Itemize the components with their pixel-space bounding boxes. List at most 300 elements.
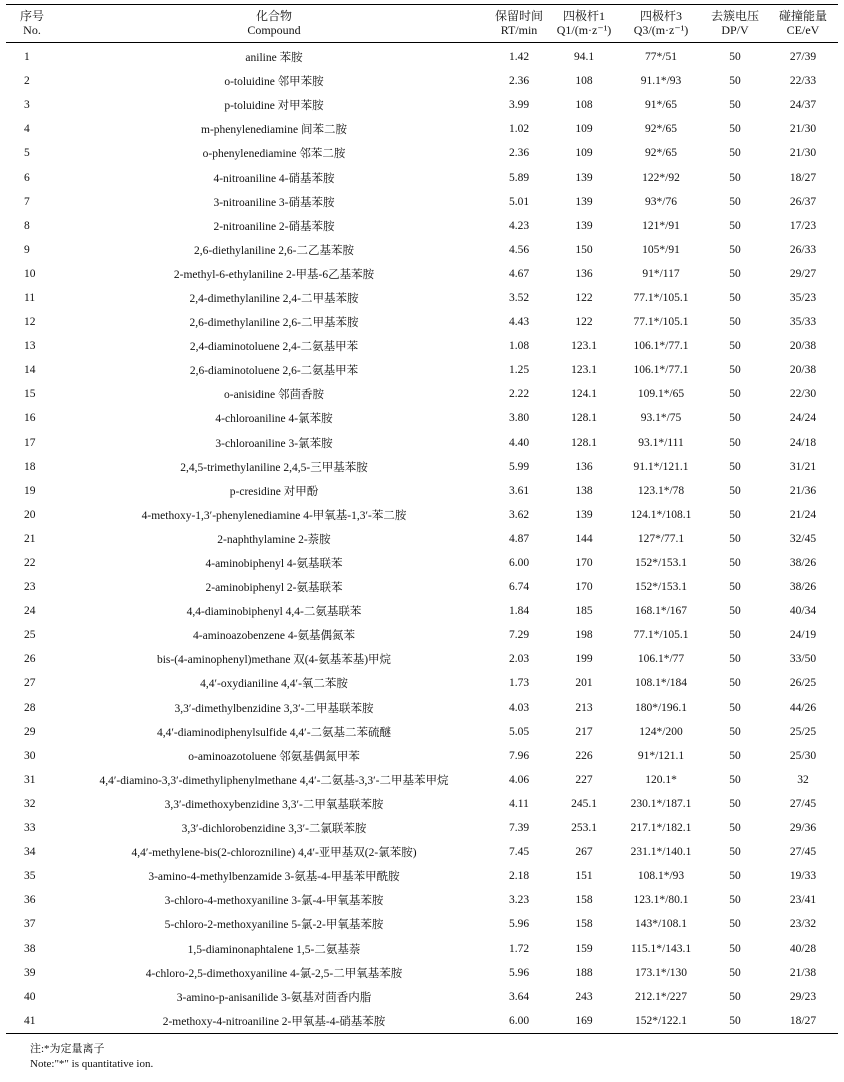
cell-ce: 25/30 xyxy=(789,749,817,762)
cell-compound: 4-chloro-2,5-dimethoxyaniline 4-氯-2,5-二甲氧基苯胺 xyxy=(145,967,403,980)
table-row xyxy=(6,238,838,262)
cell-no: 35 xyxy=(24,870,36,883)
table-notes xyxy=(30,1042,153,1072)
cell-no: 26 xyxy=(24,653,36,666)
cell-ce: 20/38 xyxy=(789,340,817,353)
header-rt-en: RT/min xyxy=(500,23,538,37)
cell-no: 7 xyxy=(24,195,30,208)
cell-compound: 4-chloroaniline 4-氯苯胺 xyxy=(215,413,333,426)
cell-ce: 18/27 xyxy=(789,171,817,184)
compound-table xyxy=(6,4,838,1034)
cell-compound: 2-methoxy-4-nitroaniline 2-甲氧基-4-硝基苯胺 xyxy=(162,1015,386,1028)
header-dp xyxy=(702,5,768,43)
cell-q1: 128.1 xyxy=(571,412,597,425)
cell-no: 22 xyxy=(24,557,36,570)
cell-compound: o-phenylenediamine 邻苯二胺 xyxy=(202,148,346,161)
cell-q1: 227 xyxy=(575,773,593,786)
cell-q1: 243 xyxy=(575,990,593,1003)
cell-compound: 4,4′-methylene-bis(2-chlorozniline) 4,4′-亚甲基双(2-氯苯胺) xyxy=(131,847,417,860)
cell-q3: 91.1*/121.1 xyxy=(633,460,689,473)
cell-q1: 109 xyxy=(575,147,593,160)
cell-compound: 5-chloro-2-methoxyaniline 5-氯-2-甲氧基苯胺 xyxy=(164,919,384,932)
cell-no: 12 xyxy=(24,316,36,329)
table-body xyxy=(6,43,838,1034)
table-row xyxy=(6,888,838,912)
cell-compound: 4,4′-diaminodiphenylsulfide 4,4′-二氨基二苯硫醚 xyxy=(156,726,392,739)
cell-q3: 173.1*/130 xyxy=(634,966,688,979)
cell-dp: 50 xyxy=(729,484,741,497)
cell-ce: 38/26 xyxy=(789,557,817,570)
cell-q1: 226 xyxy=(575,749,593,762)
cell-rt: 7.96 xyxy=(508,749,530,762)
cell-dp: 50 xyxy=(729,219,741,232)
cell-dp: 50 xyxy=(729,966,741,979)
cell-rt: 4.56 xyxy=(508,243,530,256)
cell-compound: 3-amino-p-anisanilide 3-氨基对茴香内脂 xyxy=(176,991,372,1004)
cell-rt: 4.11 xyxy=(509,797,529,810)
cell-q1: 150 xyxy=(575,243,593,256)
cell-dp: 50 xyxy=(729,581,741,594)
cell-rt: 6.00 xyxy=(508,1014,530,1027)
cell-q3: 108.1*/184 xyxy=(634,677,688,690)
cell-q1: 124.1 xyxy=(571,388,597,401)
cell-q3: 231.1*/140.1 xyxy=(630,846,692,859)
cell-compound: p-cresidine 对甲酚 xyxy=(229,485,319,498)
cell-q1: 94.1 xyxy=(573,51,595,64)
cell-compound: 3,3′-dichlorobenzidine 3,3′-二氯联苯胺 xyxy=(181,823,367,836)
cell-q3: 230.1*/187.1 xyxy=(630,797,692,810)
cell-compound: 3-nitroaniline 3-硝基苯胺 xyxy=(213,196,335,209)
cell-no: 19 xyxy=(24,484,36,497)
cell-q3: 92*/65 xyxy=(645,147,677,160)
cell-q1: 139 xyxy=(575,508,593,521)
cell-q1: 267 xyxy=(575,846,593,859)
cell-no: 15 xyxy=(24,388,36,401)
cell-dp: 50 xyxy=(729,436,741,449)
cell-q3: 152*/122.1 xyxy=(634,1014,688,1027)
cell-q1: 217 xyxy=(575,725,593,738)
cell-ce: 21/38 xyxy=(789,966,817,979)
cell-ce: 24/37 xyxy=(789,99,817,112)
cell-rt: 1.73 xyxy=(508,677,530,690)
cell-no: 32 xyxy=(24,797,36,810)
cell-no: 6 xyxy=(24,171,30,184)
table-row xyxy=(6,696,838,720)
cell-compound: 3,3′-dimethoxybenzidine 3,3′-二甲氧基联苯胺 xyxy=(164,798,384,811)
cell-compound: m-phenylenediamine 间苯二胺 xyxy=(201,124,347,137)
cell-q3: 212.1*/227 xyxy=(634,990,688,1003)
cell-rt: 3.52 xyxy=(508,291,530,304)
table-row xyxy=(6,406,838,430)
cell-ce: 22/33 xyxy=(789,75,817,88)
cell-no: 41 xyxy=(24,1014,36,1027)
cell-no: 10 xyxy=(24,267,36,280)
cell-rt: 2.18 xyxy=(508,870,530,883)
cell-rt: 4.40 xyxy=(508,436,530,449)
table-row xyxy=(6,864,838,888)
cell-q1: 201 xyxy=(575,677,593,690)
cell-q3: 77*/51 xyxy=(645,51,677,64)
cell-rt: 2.03 xyxy=(508,653,530,666)
header-compound xyxy=(58,5,490,43)
table-row xyxy=(6,262,838,286)
cell-dp: 50 xyxy=(729,412,741,425)
cell-rt: 5.96 xyxy=(508,966,530,979)
cell-ce: 18/27 xyxy=(789,1014,817,1027)
table-row xyxy=(6,599,838,623)
cell-rt: 1.08 xyxy=(508,340,530,353)
cell-rt: 1.25 xyxy=(508,364,530,377)
header-ce xyxy=(768,5,838,43)
cell-compound: 4-aminobiphenyl 4-氨基联苯 xyxy=(205,558,343,571)
cell-no: 40 xyxy=(24,990,36,1003)
header-q3-zh: 四极杆3 xyxy=(639,9,682,23)
cell-dp: 50 xyxy=(729,460,741,473)
cell-rt: 7.39 xyxy=(508,822,530,835)
cell-q1: 138 xyxy=(575,484,593,497)
cell-ce: 40/34 xyxy=(789,605,817,618)
cell-compound: 2,4,5-trimethylaniline 2,4,5-三甲基苯胺 xyxy=(180,461,368,474)
cell-dp: 50 xyxy=(729,749,741,762)
cell-compound: 4,4′-oxydianiline 4,4′-氧二苯胺 xyxy=(200,678,348,691)
cell-rt: 1.02 xyxy=(508,123,530,136)
table-row xyxy=(6,431,838,455)
cell-ce: 29/23 xyxy=(789,990,817,1003)
cell-no: 24 xyxy=(24,605,36,618)
cell-compound: 2-methyl-6-ethylaniline 2-甲基-6乙基苯胺 xyxy=(173,268,375,281)
cell-ce: 21/30 xyxy=(789,147,817,160)
cell-compound: 3-amino-4-methylbenzamide 3-氨基-4-甲基苯甲酰胺 xyxy=(148,871,400,884)
header-no xyxy=(6,5,58,43)
cell-q3: 152*/153.1 xyxy=(634,557,688,570)
cell-compound: 2,6-dimethylaniline 2,6-二甲基苯胺 xyxy=(189,317,359,330)
table-row xyxy=(6,455,838,479)
cell-dp: 50 xyxy=(729,99,741,112)
cell-rt: 3.23 xyxy=(508,894,530,907)
cell-compound: 4-aminoazobenzene 4-氨基偶氮苯 xyxy=(193,630,355,643)
cell-q1: 151 xyxy=(575,870,593,883)
cell-rt: 1.42 xyxy=(508,51,530,64)
cell-q1: 144 xyxy=(575,532,593,545)
cell-q1: 213 xyxy=(575,701,593,714)
cell-ce: 26/33 xyxy=(789,243,817,256)
cell-no: 28 xyxy=(24,701,36,714)
cell-dp: 50 xyxy=(729,267,741,280)
cell-q3: 91*/117 xyxy=(642,267,680,280)
cell-compound: 2-nitroaniline 2-硝基苯胺 xyxy=(213,220,335,233)
cell-no: 31 xyxy=(24,773,36,786)
cell-rt: 7.45 xyxy=(508,846,530,859)
header-rt-zh: 保留时间 xyxy=(494,9,543,23)
cell-q3: 93*/76 xyxy=(645,195,677,208)
cell-rt: 4.43 xyxy=(508,316,530,329)
cell-ce: 21/24 xyxy=(789,508,817,521)
cell-dp: 50 xyxy=(729,918,741,931)
cell-q1: 136 xyxy=(575,460,593,473)
cell-rt: 5.05 xyxy=(508,725,530,738)
cell-q3: 93.1*/111 xyxy=(638,436,684,449)
table-row xyxy=(6,551,838,575)
cell-ce: 32/45 xyxy=(789,532,817,545)
cell-q1: 136 xyxy=(575,267,593,280)
cell-ce: 29/36 xyxy=(789,822,817,835)
cell-q1: 139 xyxy=(575,171,593,184)
cell-q1: 253.1 xyxy=(571,822,597,835)
cell-dp: 50 xyxy=(729,508,741,521)
cell-no: 16 xyxy=(24,412,36,425)
cell-rt: 3.64 xyxy=(508,990,530,1003)
cell-q3: 115.1*/143.1 xyxy=(630,942,692,955)
cell-no: 27 xyxy=(24,677,36,690)
cell-dp: 50 xyxy=(729,557,741,570)
cell-q3: 124*/200 xyxy=(639,725,683,738)
cell-no: 29 xyxy=(24,725,36,738)
cell-dp: 50 xyxy=(729,340,741,353)
header-no-en: No. xyxy=(23,23,41,37)
cell-rt: 5.99 xyxy=(508,460,530,473)
cell-ce: 27/45 xyxy=(789,797,817,810)
table-row xyxy=(6,382,838,406)
cell-compound: 3-chloro-4-methoxyaniline 3-氯-4-甲氧基苯胺 xyxy=(164,895,384,908)
cell-ce: 27/45 xyxy=(789,846,817,859)
cell-ce: 24/18 xyxy=(789,436,817,449)
cell-rt: 2.36 xyxy=(508,147,530,160)
cell-dp: 50 xyxy=(729,171,741,184)
cell-no: 18 xyxy=(24,460,36,473)
cell-no: 36 xyxy=(24,894,36,907)
table-row xyxy=(6,936,838,960)
cell-q3: 127*/77.1 xyxy=(637,532,685,545)
cell-dp: 50 xyxy=(729,195,741,208)
cell-q3: 105*/91 xyxy=(642,243,680,256)
cell-ce: 23/41 xyxy=(789,894,817,907)
table-row xyxy=(6,575,838,599)
table-row xyxy=(6,768,838,792)
cell-no: 5 xyxy=(24,147,30,160)
cell-compound: 4,4′-diamino-3,3′-dimethyliphenylmethane 4,4′-二氨基-3,3′-二甲基苯甲烷 xyxy=(99,774,449,787)
cell-q1: 170 xyxy=(575,581,593,594)
cell-rt: 5.89 xyxy=(508,171,530,184)
cell-ce: 26/37 xyxy=(789,195,817,208)
cell-ce: 26/25 xyxy=(789,677,817,690)
cell-compound: 2,6-diaminotoluene 2,6-二氨基甲苯 xyxy=(189,365,359,378)
cell-no: 9 xyxy=(24,243,30,256)
cell-rt: 2.22 xyxy=(508,388,530,401)
cell-compound: 2,6-diethylaniline 2,6-二乙基苯胺 xyxy=(193,244,355,257)
cell-q3: 123.1*/78 xyxy=(637,484,685,497)
cell-no: 14 xyxy=(24,364,36,377)
cell-rt: 2.36 xyxy=(508,75,530,88)
header-row xyxy=(6,5,838,43)
cell-q3: 143*/108.1 xyxy=(634,918,688,931)
cell-no: 11 xyxy=(24,291,36,304)
cell-dp: 50 xyxy=(729,797,741,810)
table-row xyxy=(6,792,838,816)
header-no-zh: 序号 xyxy=(19,9,44,23)
cell-compound: p-toluidine 对甲苯胺 xyxy=(224,100,324,113)
cell-dp: 50 xyxy=(729,388,741,401)
cell-q1: 159 xyxy=(575,942,593,955)
cell-dp: 50 xyxy=(729,870,741,883)
cell-compound: o-toluidine 邻甲苯胺 xyxy=(224,76,324,89)
cell-q1: 109 xyxy=(575,123,593,136)
cell-dp: 50 xyxy=(729,701,741,714)
cell-compound: 2-naphthylamine 2-萘胺 xyxy=(217,533,331,546)
cell-no: 4 xyxy=(24,123,30,136)
cell-dp: 50 xyxy=(729,894,741,907)
cell-compound: 4,4-diaminobiphenyl 4,4-二氨基联苯 xyxy=(186,606,362,619)
table-row xyxy=(6,527,838,551)
cell-no: 23 xyxy=(24,581,36,594)
cell-ce: 31/21 xyxy=(789,460,817,473)
cell-rt: 7.29 xyxy=(508,629,530,642)
cell-ce: 29/27 xyxy=(789,267,817,280)
table-row xyxy=(6,623,838,647)
cell-dp: 50 xyxy=(729,990,741,1003)
cell-compound: 1,5-diaminonaphtalene 1,5-二氨基萘 xyxy=(187,943,361,956)
cell-q3: 109.1*/65 xyxy=(637,388,685,401)
cell-ce: 38/26 xyxy=(789,581,817,594)
cell-no: 13 xyxy=(24,340,36,353)
cell-q1: 158 xyxy=(575,894,593,907)
cell-dp: 50 xyxy=(729,629,741,642)
cell-no: 2 xyxy=(24,75,30,88)
cell-q1: 122 xyxy=(575,291,593,304)
cell-compound: 4-methoxy-1,3′-phenylenediamine 4-甲氧基-1,3′-苯二胺 xyxy=(141,509,407,522)
cell-ce: 44/26 xyxy=(789,701,817,714)
table-row xyxy=(6,334,838,358)
cell-compound: bis-(4-aminophenyl)methane 双(4-氨基苯基)甲烷 xyxy=(156,654,392,667)
header-q3-en: Q3/(m·z⁻¹) xyxy=(633,23,689,37)
table-row xyxy=(6,479,838,503)
cell-compound: 2,4-diaminotoluene 2,4-二氨基甲苯 xyxy=(189,341,359,354)
cell-no: 20 xyxy=(24,508,36,521)
cell-ce: 33/50 xyxy=(789,653,817,666)
cell-dp: 50 xyxy=(729,677,741,690)
table-row xyxy=(6,1009,838,1034)
cell-no: 37 xyxy=(24,918,36,931)
cell-q1: 169 xyxy=(575,1014,593,1027)
cell-ce: 22/30 xyxy=(789,388,817,401)
table-row xyxy=(6,286,838,310)
cell-ce: 35/23 xyxy=(789,291,817,304)
cell-q1: 122 xyxy=(575,316,593,329)
cell-ce: 20/38 xyxy=(789,364,817,377)
cell-rt: 6.74 xyxy=(508,581,530,594)
cell-dp: 50 xyxy=(729,725,741,738)
cell-q3: 77.1*/105.1 xyxy=(633,316,689,329)
table-row xyxy=(6,744,838,768)
cell-q3: 106.1*/77 xyxy=(637,653,685,666)
cell-q3: 91*/121.1 xyxy=(637,749,685,762)
cell-rt: 4.87 xyxy=(508,532,530,545)
table-row xyxy=(6,310,838,334)
cell-ce: 21/36 xyxy=(789,484,817,497)
cell-rt: 1.84 xyxy=(508,605,530,618)
cell-q3: 217.1*/182.1 xyxy=(630,822,692,835)
table-row xyxy=(6,671,838,695)
table-row xyxy=(6,141,838,165)
cell-q3: 123.1*/80.1 xyxy=(633,894,689,907)
cell-compound: 2-aminobiphenyl 2-氨基联苯 xyxy=(205,582,343,595)
cell-dp: 50 xyxy=(729,75,741,88)
cell-compound: 2,4-dimethylaniline 2,4-二甲基苯胺 xyxy=(189,292,359,305)
cell-q3: 108.1*/93 xyxy=(637,870,685,883)
cell-q3: 180*/196.1 xyxy=(634,701,688,714)
cell-q1: 188 xyxy=(575,966,593,979)
cell-rt: 3.62 xyxy=(508,508,530,521)
header-rt xyxy=(490,5,548,43)
cell-q3: 152*/153.1 xyxy=(634,581,688,594)
cell-no: 3 xyxy=(24,99,30,112)
cell-rt: 5.01 xyxy=(508,195,530,208)
table-row xyxy=(6,720,838,744)
cell-compound: 3,3′-dimethylbenzidine 3,3′-二甲基联苯胺 xyxy=(174,702,374,715)
cell-q3: 91.1*/93 xyxy=(640,75,682,88)
cell-no: 38 xyxy=(24,942,36,955)
cell-dp: 50 xyxy=(729,147,741,160)
cell-dp: 50 xyxy=(729,846,741,859)
table-row xyxy=(6,43,838,70)
header-compound-en: Compound xyxy=(247,23,301,37)
cell-q3: 121*/91 xyxy=(642,219,680,232)
cell-ce: 32 xyxy=(797,773,809,786)
table-row xyxy=(6,816,838,840)
cell-dp: 50 xyxy=(729,822,741,835)
cell-q1: 185 xyxy=(575,605,593,618)
header-ce-zh: 碰撞能量 xyxy=(778,9,827,23)
cell-q3: 106.1*/77.1 xyxy=(633,340,689,353)
table-row xyxy=(6,358,838,382)
table-row xyxy=(6,961,838,985)
cell-no: 21 xyxy=(24,532,36,545)
cell-rt: 3.61 xyxy=(508,484,530,497)
cell-compound: o-anisidine 邻茴香胺 xyxy=(224,389,324,402)
cell-dp: 50 xyxy=(729,532,741,545)
cell-dp: 50 xyxy=(729,243,741,256)
cell-q1: 108 xyxy=(575,99,593,112)
cell-ce: 24/19 xyxy=(789,629,817,642)
cell-no: 34 xyxy=(24,846,36,859)
cell-dp: 50 xyxy=(729,1014,741,1027)
cell-compound: 3-chloroaniline 3-氯苯胺 xyxy=(215,437,333,450)
cell-rt: 4.06 xyxy=(508,773,530,786)
cell-dp: 50 xyxy=(729,123,741,136)
table-row xyxy=(6,93,838,117)
cell-q3: 77.1*/105.1 xyxy=(633,291,689,304)
cell-rt: 4.23 xyxy=(508,219,530,232)
cell-compound: 4-nitroaniline 4-硝基苯胺 xyxy=(213,172,335,185)
cell-ce: 21/30 xyxy=(789,123,817,136)
table-row xyxy=(6,190,838,214)
cell-ce: 19/33 xyxy=(789,870,817,883)
cell-dp: 50 xyxy=(729,51,741,64)
cell-rt: 6.00 xyxy=(508,557,530,570)
cell-q1: 170 xyxy=(575,557,593,570)
cell-q3: 120.1* xyxy=(645,773,677,786)
note-zh: 注:*为定量离子 xyxy=(30,1043,105,1055)
cell-rt: 3.99 xyxy=(508,99,530,112)
cell-no: 25 xyxy=(24,629,36,642)
header-q3 xyxy=(620,5,702,43)
cell-dp: 50 xyxy=(729,291,741,304)
cell-dp: 50 xyxy=(729,942,741,955)
cell-rt: 4.03 xyxy=(508,701,530,714)
cell-no: 17 xyxy=(24,436,36,449)
cell-ce: 27/39 xyxy=(789,51,817,64)
cell-q3: 77.1*/105.1 xyxy=(633,629,689,642)
cell-ce: 25/25 xyxy=(789,725,817,738)
